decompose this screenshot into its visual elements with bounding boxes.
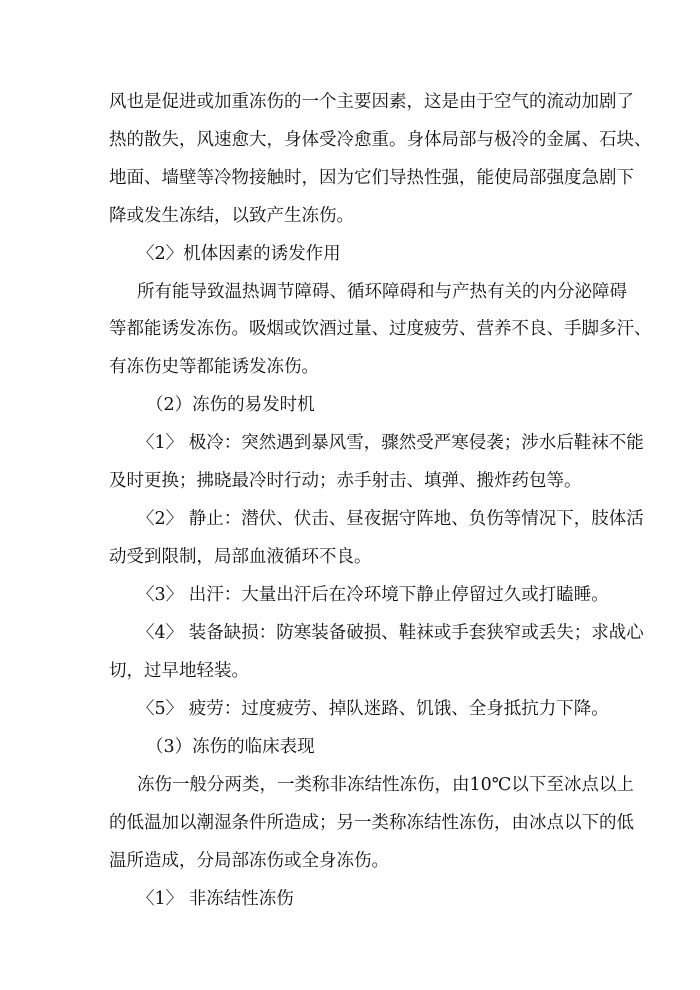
text-line: 〈3〉 出汗：大量出汗后在冷环境下静止停留过久或打瞌睡。 xyxy=(137,585,609,605)
text-line: 地面、墙壁等冷物接触时，因为它们导热性强，能使局部强度急剧下 xyxy=(109,168,634,188)
text-line: 切，过早地轻装。 xyxy=(109,661,249,681)
text-line: 降或发生冻结，以致产生冻伤。 xyxy=(109,206,354,226)
text-line: 〈1〉 极冷：突然遇到暴风雪，骤然受严寒侵袭；涉水后鞋袜不能 xyxy=(137,433,644,453)
text-line: 冻伤一般分两类，一类称非冻结性冻伤，由10℃以下至冰点以上 xyxy=(137,775,634,795)
section-heading: 〈2〉机体因素的诱发作用 xyxy=(137,244,341,264)
text-line: 热的散失，风速愈大，身体受冷愈重。身体局部与极冷的金属、石块、 xyxy=(109,130,652,150)
text-line: 等都能诱发冻伤。吸烟或饮酒过量、过度疲劳、营养不良、手脚多汗、 xyxy=(109,319,652,339)
section-heading: （3）冻伤的临床表现 xyxy=(146,737,315,757)
section-heading: 〈1〉 非冻结性冻伤 xyxy=(137,889,294,909)
text-line: 动受到限制，局部血液循环不良。 xyxy=(109,547,372,567)
text-line: 风也是促进或加重冻伤的一个主要因素，这是由于空气的流动加剧了 xyxy=(109,92,634,112)
text-line: 及时更换；拂晓最冷时行动；赤手射击、填弹、搬炸药包等。 xyxy=(109,471,582,491)
text-line: 的低温加以潮湿条件所造成；另一类称冻结性冻伤，由冰点以下的低 xyxy=(109,813,634,833)
text-line: 有冻伤史等都能诱发冻伤。 xyxy=(109,357,319,377)
text-line: 〈5〉 疲劳：过度疲劳、掉队迷路、饥饿、全身抵抗力下降。 xyxy=(137,699,609,719)
text-line: 〈4〉 装备缺损：防寒装备破损、鞋袜或手套狭窄或丢失；求战心 xyxy=(137,623,644,643)
section-heading: （2）冻伤的易发时机 xyxy=(146,395,315,415)
text-line: 温所造成，分局部冻伤或全身冻伤。 xyxy=(109,851,389,871)
text-line: 所有能导致温热调节障碍、循环障碍和与产热有关的内分泌障碍 xyxy=(137,282,627,302)
text-line: 〈2〉 静止：潜伏、伏击、昼夜据守阵地、负伤等情况下，肢体活 xyxy=(137,509,644,529)
